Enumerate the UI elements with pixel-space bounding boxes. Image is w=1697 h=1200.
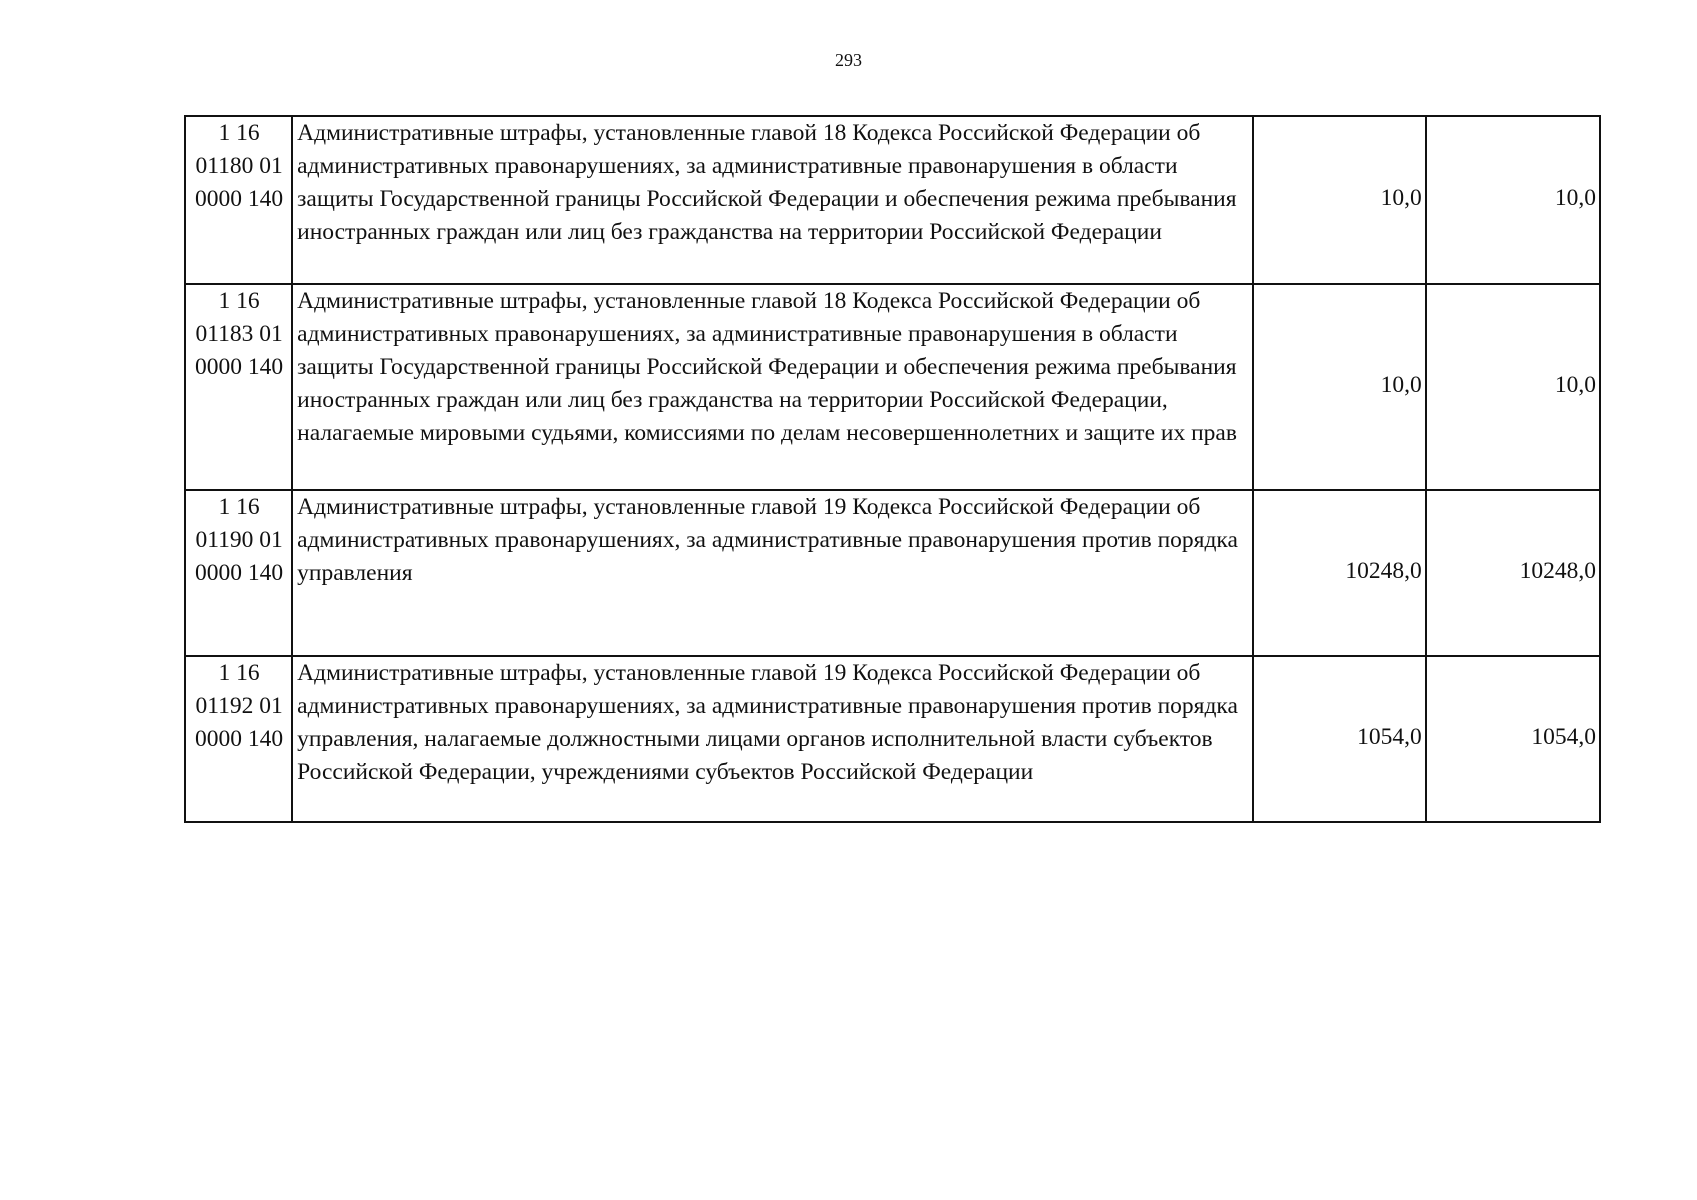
description-cell: Административные штрафы, установленные главой 19 Кодекса Российской Федерации об административных правонарушениях, за административные правонарушения против порядка управления, налагаемые должностными лицами органов исполнительной власти субъектов Российской Федерации, учреждениями субъектов Российской Федерации [292,656,1253,822]
description-cell: Административные штрафы, установленные главой 18 Кодекса Российской Федерации об административных правонарушениях, за административные правонарушения в области защиты Государственной границы Российской Федерации и обеспечения режима пребывания иностранных граждан или лиц без гражданства на территории Российской Федерации, налагаемые мировыми судьями, комиссиями по делам несовершеннолетних и защите их прав [292,284,1253,490]
description-cell: Административные штрафы, установленные главой 18 Кодекса Российской Федерации об административных правонарушениях, за административные правонарушения в области защиты Государственной границы Российской Федерации и обеспечения режима пребывания иностранных граждан или лиц без гражданства на территории Российской Федерации [292,116,1253,284]
amount-value-2: 1054,0 [1531,723,1596,750]
budget-code-cell: 1 16 01192 01 0000 140 [185,656,292,822]
amount-cell-1 [1253,656,1425,822]
amount-cell-1 [1253,490,1425,656]
amount-cell-2 [1426,656,1600,822]
amount-value-1: 1054,0 [1357,723,1422,750]
amount-value-2: 10,0 [1554,184,1596,211]
table-row [185,490,1600,656]
table-row [185,116,1600,284]
budget-code-cell: 1 16 01190 01 0000 140 [185,490,292,656]
amount-value-1: 10248,0 [1345,557,1422,584]
budget-code-cell: 1 16 01183 01 0000 140 [185,284,292,490]
amount-cell-1 [1253,284,1425,490]
amount-value-2: 10248,0 [1519,557,1596,584]
amount-value-2: 10,0 [1554,371,1596,398]
amount-cell-2 [1426,116,1600,284]
budget-code-cell: 1 16 01180 01 0000 140 [185,116,292,284]
table-row [185,656,1600,822]
amount-cell-2 [1426,284,1600,490]
amount-cell-2 [1426,490,1600,656]
page-number: 293 [835,50,862,70]
amount-value-1: 10,0 [1380,184,1422,211]
description-cell: Административные штрафы, установленные главой 19 Кодекса Российской Федерации об административных правонарушениях, за административные правонарушения против порядка управления [292,490,1253,656]
table-row [185,284,1600,490]
amount-value-1: 10,0 [1380,371,1422,398]
budget-revenue-table [184,115,1601,823]
amount-cell-1 [1253,116,1425,284]
